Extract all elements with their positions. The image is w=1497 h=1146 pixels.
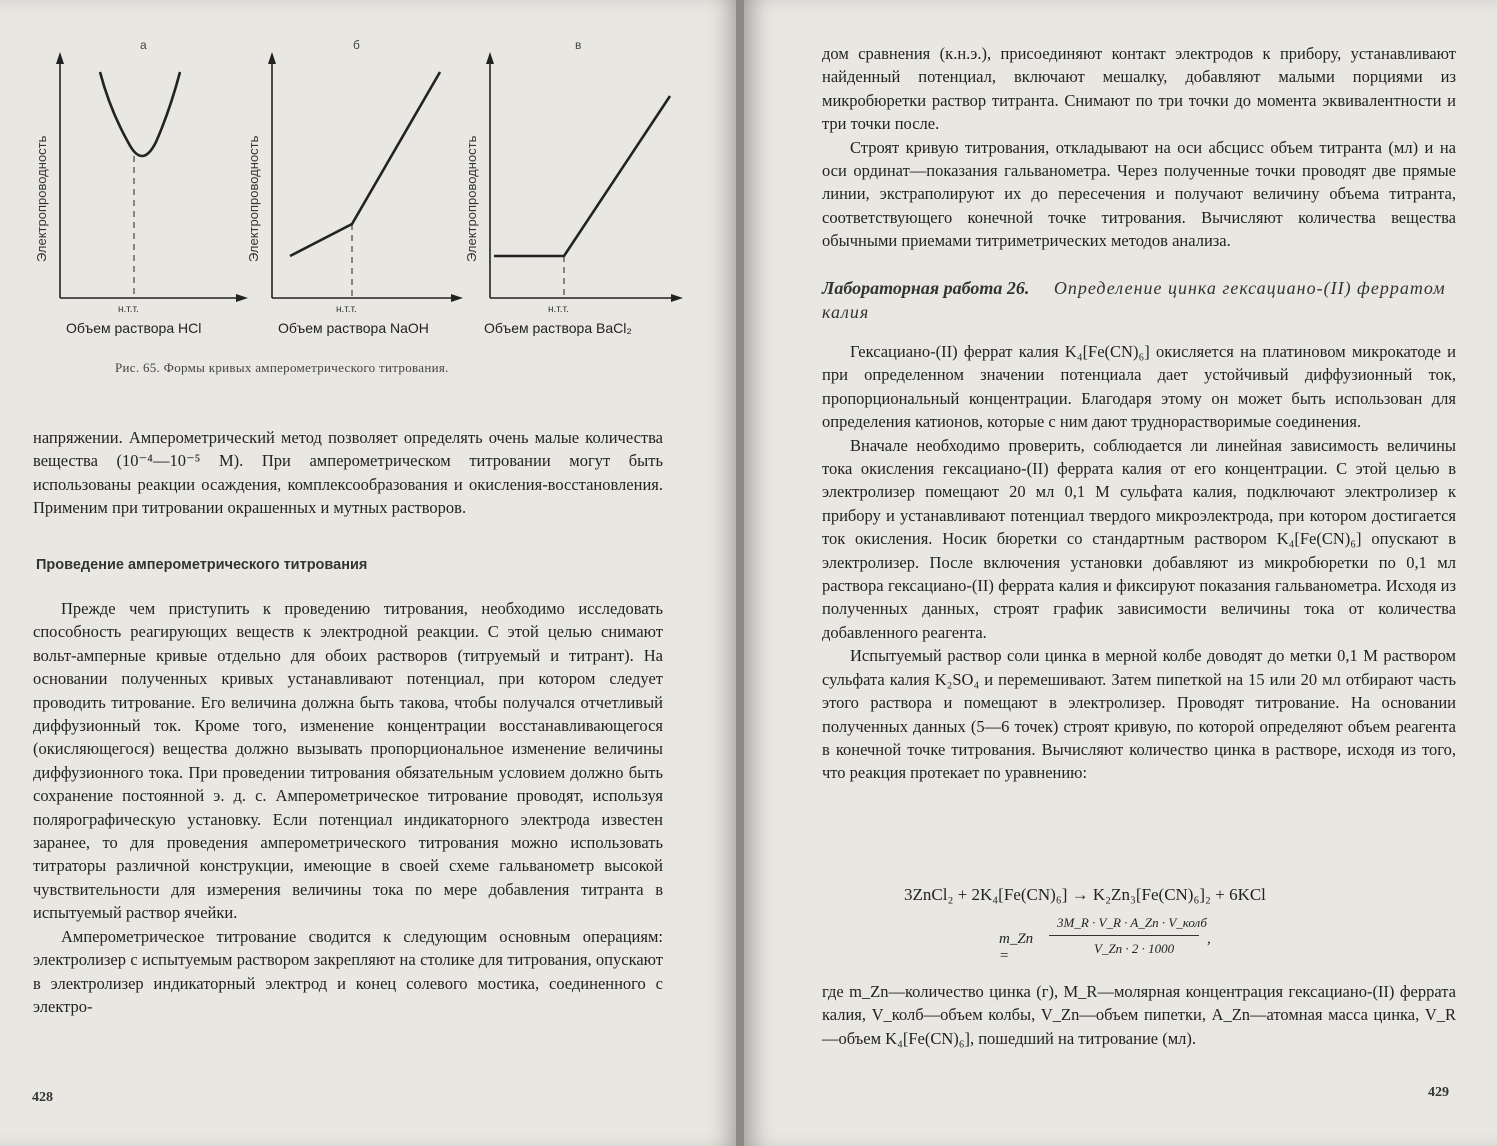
left-body-block [33,597,663,1018]
left-paragraph-1: напряжении. Амперометрический метод позволяет определять очень малые количества вещества (10⁻⁴—10⁻⁵ M). При амперометрическом титровании могут быть использованы реакции осаждения, комплексообразования и окисления-восстановления. Применим при титровании окрашенных и мутных растворов. [33,428,663,518]
panel-letter-c: в [575,38,582,52]
lab-work-title [822,276,1462,324]
right-paragraph-5: Испытуемый раствор соли цинка в мерной колбе доводят до метки 0,1 M раствором сульфата калия K₂SO₄ и перемешивают. Затем пипеткой на 15 или 20 мл отбирают часть этого раствора и помещают в электролизер. Проводят титрование. На основании полученных данных (5—6 точек) строят кривую, по которой определяют объем реагента в конечной точке титрования. Вычисляют количество цинка в растворе, исходя из того, что реакция протекает по уравнению: [822,646,1456,783]
reaction-equation: 3ZnCl₂ + 2K₄[Fe(CN)₆] → K₂Zn₃[Fe(CN)₆]₂ + 6KCl [904,885,1266,904]
xlabel-c: Объем раствора BaCl₂ [484,320,632,336]
ntt-b: н.т.т. [336,304,357,315]
formula-denominator: V_Zn · 2 · 1000 [1094,941,1175,956]
figure-curves [20,30,720,350]
right-paragraph-6: где m_Zn—количество цинка (г), M_R—молярная концентрация гексациано-(II) феррата калия, V_колб—объем колбы, V_Zn—объем пипетки, A_Zn—атомная масса цинка, V_R—объем K₄[Fe(CN)₆], пошедший на титрование (мл). [822,982,1456,1048]
right-body-block [822,340,1456,785]
left-paragraph-2: Прежде чем приступить к проведению титрования, необходимо исследовать способность реагирующих веществ к электродной реакции. С этой целью снимают вольт-амперные кривые отдельно для обоих растворов (титруемый и титрант). На основании полученных кривых устанавливают потенциал, при котором следует проводить титрование. Его величина должна быть такова, чтобы получался отчетливый диффузионный ток. Кроме того, изменение концентрации восстанавливающегося (окисляющегося) вещества должно вызывать пропорциональное изменение величины диффузионного тока. При проведении титрования обязательным условием должно быть сохранение постоянной э. д. с. Амперометрическое титрование проводят, используя полярографическую установку. Если потенциал индикаторного электрода известен заранее, то для проведения амперометрического титрования можно использовать титраторы различной конструкции, имеющие в своей схеме гальванометр высокой чувствительности для измерения величины тока по мере добавления титранта в испытуемый раствор ячейки. [33,599,663,923]
formula-comma: , [1207,931,1211,947]
right-paragraph-2: Строят кривую титрования, откладывают на оси абсцисс объем титранта (мл) и на оси ординат—показания гальванометра. Через полученные точки проводят две прямые линии, экстраполируют их до пересечения и получают величину объема титранта, соответствующего конечной точке титрования. Вычисляют количества вещества обычными приемами титриметрических методов анализа. [822,137,1456,251]
figure-caption: Рис. 65. Формы кривых амперометрического титрования. [115,360,449,375]
curve-c [494,96,670,256]
section-heading: Проведение амперометрического титрования [36,557,368,573]
right-paragraph-4: Вначале необходимо проверить, соблюдается ли линейная зависимость величины тока окисления гексациано-(II) феррата калия от его концентрации. С этой целью в электролизер помещают 20 мл 0,1 M сульфата калия, подключают электролизер к прибору и устанавливают потенциал твердого микроэлектрода, при котором достигается ток окисления. Носик бюретки со стандартным раствором K₄[Fe(CN)₆] опускают в электролизер. После включения установки добавляют из микробюретки по 0,1 мл раствора гексациано-(II) феррата калия и фиксируют показания гальванометра. Исходя из полученных данных, строят график зависимости величины тока от количества добавленного реагента. [822,435,1456,642]
lab-work-name: Определение цинка гексациано-(II) ферратом калия [822,278,1446,322]
curve-b [290,72,440,256]
left-para-1-block [33,426,663,520]
right-bottom-block [822,980,1456,1050]
right-paragraph-1: дом сравнения (к.н.э.), присоединяют контакт электродов к прибору, устанавливают найденный потенциал, включают мешалку, добавляют малыми порциями из микробюретки раствор титранта. Снимают по три точки до момента эквивалентности и три точки после. [822,44,1456,134]
ylabel-a: Электропроводность [34,135,49,262]
left-paragraph-3: Амперометрическое титрование сводится к следующим основным операциям: электролизер с испытуемым раствором закрепляют на столике для титрования, опускают в электролизер индикаторный электрод и конец солевого мостика, соединенного с электро- [33,926,663,1016]
curve-a [100,72,180,156]
right-top-block [822,42,1456,253]
panel-letter-b: б [353,38,360,52]
lab-work-number: Лабораторная работа 26. [822,278,1030,298]
page-number-left: 428 [32,1090,53,1105]
formula-lhs: m_Zn = [999,931,1034,964]
xlabel-a: Объем раствора HCl [66,320,202,336]
left-page [0,0,738,1146]
panel-letter-a: а [140,38,147,52]
page-number-right: 429 [1428,1085,1449,1100]
figure-65 [20,30,720,350]
ylabel-b: Электропроводность [246,135,261,262]
ntt-c: н.т.т. [548,304,569,315]
right-paragraph-3: Гексациано-(II) феррат калия K₄[Fe(CN)₆] окисляется на платиновом микрокатоде и при определенном значении потенциала дает устойчивый диффузионный ток, пропорциональный концентрации. Благодаря этому он может быть использован для определения катионов, которые с ним дают труднорастворимые соединения. [822,342,1456,432]
fraction-bar [1049,935,1199,936]
formula-numerator: 3M_R · V_R · A_Zn · V_колб [1057,915,1207,930]
right-page [744,0,1497,1146]
ylabel-c: Электропроводность [464,135,479,262]
xlabel-b: Объем раствора NaOH [278,320,429,336]
ntt-a: н.т.т. [118,304,139,315]
